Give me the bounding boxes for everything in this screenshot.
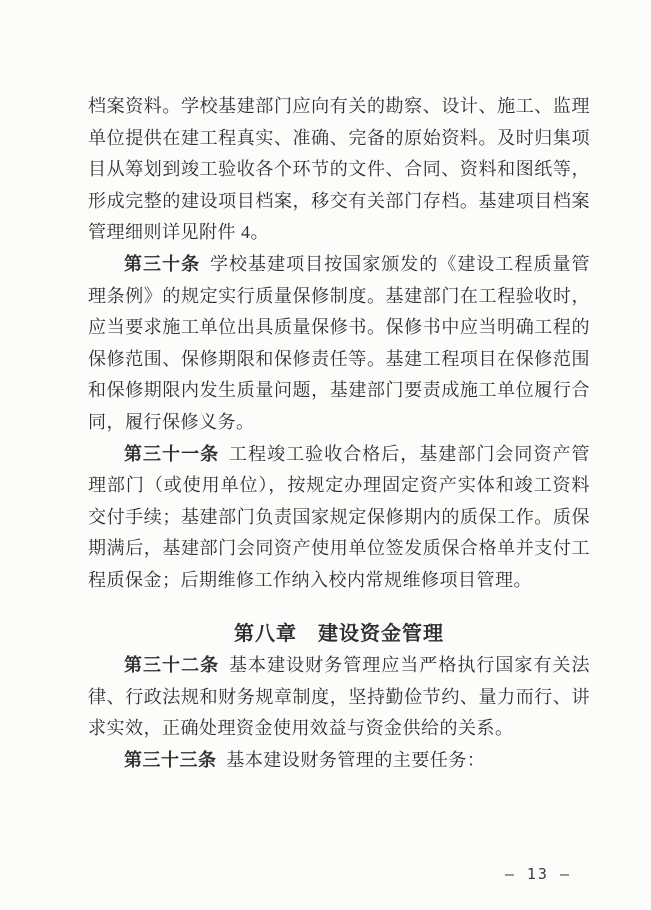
article-label: 第三十二条 xyxy=(124,655,220,676)
article-text: 基本建设财务管理的主要任务： xyxy=(226,749,486,770)
article-label: 第三十条 xyxy=(124,253,201,274)
article-text: 学校基建项目按国家颁发的《建设工程质量管理条例》的规定实行质量保修制度。基建部门在工程验收时，应当要求施工单位出具质量保修书。保修书中应当明确工程的保修范围、保修期限和保修责任等。基建工程项目在保修范围和保修期限内发生质量问题，基建部门要责成施工单位履行合同，履行保修义务。 xyxy=(88,253,591,432)
chapter-heading: 第八章 建设资金管理 xyxy=(234,622,444,645)
article-text: 基本建设财务管理应当严格执行国家有关法律、行政法规和财务规章制度，坚持勤俭节约、量力而行、讲求实效，正确处理资金使用效益与资金供给的关系。 xyxy=(88,655,591,739)
article-text: 工程竣工验收合格后，基建部门会同资产管理部门（或使用单位），按规定办理固定资产实体和竣工资料交付手续；基建部门负责国家规定保修期内的质保工作。质保期满后，基建部门会同资产使用单位签发质保合格单并支付工程质保金；后期维修工作纳入校内常规维修项目管理。 xyxy=(88,443,591,590)
document-body xyxy=(88,91,590,776)
article-paragraph-31 xyxy=(88,439,590,597)
article-label: 第三十一条 xyxy=(124,443,220,464)
article-paragraph-32 xyxy=(88,650,590,745)
page-number: – 13 – xyxy=(504,865,571,883)
article-paragraph-33 xyxy=(88,745,590,777)
article-paragraph-30 xyxy=(88,249,590,439)
continuation-paragraph: 档案资料。学校基建部门应向有关的勘察、设计、施工、监理单位提供在建工程真实、准确、完备的原始资料。及时归集项目从筹划到竣工验收各个环节的文件、合同、资料和图纸等，形成完整的建设项目档案，移交有关部门存档。基建项目档案管理细则详见附件 4。 xyxy=(88,96,590,243)
article-label: 第三十三条 xyxy=(124,749,217,770)
